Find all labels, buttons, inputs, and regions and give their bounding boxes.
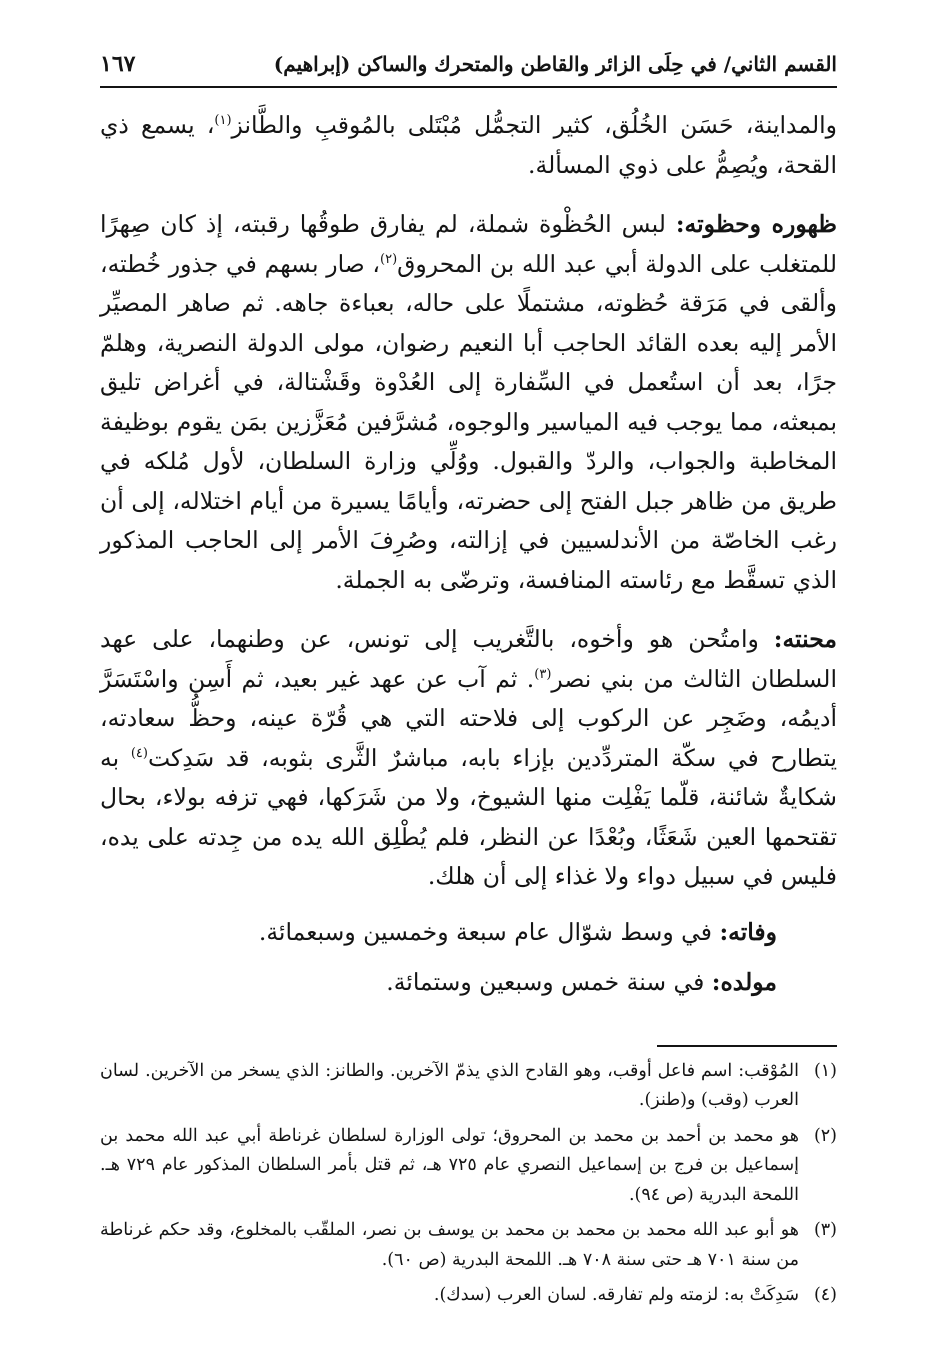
footnote-text: هو أبو عبد الله محمد بن محمد بن محمد بن يوسف بن نصر، الملقّب بالمخلوع، وقد حكم غرناطة من سنة ٧٠١ هـ حتى سنة ٧٠٨ هـ. اللمحة البدرية (ص ٦٠). xyxy=(100,1220,799,1270)
footnote-item xyxy=(100,1057,837,1116)
paragraph-text: لبس الحُظْوة شملة، لم يفارق طوقُها رقبته، إذ كان صِهرًا للمتغلب على الدولة أبي عبد الله بن المحروق xyxy=(100,210,837,278)
footnote-item xyxy=(100,1281,837,1311)
paragraph-text: وامتُحن هو وأخوه، بالتَّغريب إلى تونس، عن وطنهما، على عهد السلطان الثالث من بني نصر xyxy=(100,625,837,693)
footnote-number: (٢) xyxy=(813,1125,837,1146)
footnotes xyxy=(100,1057,837,1311)
running-header xyxy=(100,48,837,82)
death-text: في وسط شوّال عام سبعة وخمسين وسبعمائة. xyxy=(258,917,720,946)
footnote-ref-3[interactable]: (٣) xyxy=(534,666,552,682)
footnote-ref-4[interactable]: (٤) xyxy=(130,745,148,761)
paragraph-prominence xyxy=(100,205,837,600)
footnote-ref-1[interactable]: (١) xyxy=(214,113,232,129)
birth-line xyxy=(100,957,777,1007)
section-label-ordeal: محنته: xyxy=(773,625,837,653)
header-title: القسم الثاني/ في حِلَى الزائر والقاطن والمتحرك والساكن (إبراهيم) xyxy=(273,52,837,76)
death-line xyxy=(100,907,777,957)
main-text xyxy=(100,106,837,1007)
footnote-number: (٣) xyxy=(813,1220,837,1240)
footnote-item xyxy=(100,1216,837,1275)
book-page xyxy=(100,48,837,1317)
paragraph-text: والمداينة، حَسَن الخُلُق، كثير التجمُّل مُبْتَلى بالمُوقبِ والطَّانز xyxy=(231,111,837,139)
footnote-number: (١) xyxy=(813,1060,837,1081)
paragraph-text: . ثم آب عن عهد غير بعيد، ثم أَسِن واسْتَسَرَّ أديمُه، وضَجِر عن الركوب إلى فلاحته التي هي قُرّة عينه، وحظُّ سعادته، يتطارح في سكّة المتردِّدين بإزاء بابه، مباشرٌ الثَّرى بثوبه، قد سَدِكت xyxy=(100,664,837,772)
paragraph-text: ، صار بسهم في جذور خُطته، وألقى في مَرَقة حُظوته، مشتملًا على حاله، بعباءة جاهه. ثم صاهر المصيِّر الأمر إليه بعده القائد الحاجب أبا النعيم رضوان، مولى الدولة النصرية، وهلمّ جرًا، بعد أن استُعمل في السِّفارة إلى العُدْوة وقَشْتالة، في أغراض تليق بمبعثه، مما يوجب فيه المياسير والوجوه، مُشرَّفين مُعَزَّزين بمَن يقوم بوظيفة المخاطبة والجواب، والردّ والقبول. ووُلِّي وزارة السلطان، لأول مُلكه في طريق من ظاهر جبل الفتح إلى حضرته، وأيامًا يسيرة من أيام اختلاله، إلى أن رغب الخاصّة من الأندلسيين في إزالته، وصُرِفَ الأمر إلى الحاجب المذكور الذي تسقَّط مع رئاسته المنافسة، وترضّى به الجملة. xyxy=(100,249,837,594)
footnote-text: المُوْقب: اسم فاعل أوقب، وهو القادح الذي يذمّ الآخرين. والطانز: الذي يسخر من الآخرين. لسان العرب (وقب) و(طنز). xyxy=(100,1060,799,1110)
section-label-birth: مولده: xyxy=(711,967,777,996)
section-label-death: وفاته: xyxy=(719,917,777,946)
footnote-ref-2[interactable]: (٢) xyxy=(380,251,398,267)
birth-text: في سنة خمس وسبعين وستمائة. xyxy=(386,967,712,996)
paragraph-ordeal xyxy=(100,620,837,897)
footnote-text: سَدِكَتْ به: لزمته ولم تفارقه. لسان العرب (سدك). xyxy=(433,1285,799,1305)
footnote-text: هو محمد بن أحمد بن محمد بن المحروق؛ تولى الوزارة لسلطان غرناطة أبي عبد الله محمد بن إسماعيل بن فرج بن إسماعيل النصري عام ٧٢٥ هـ، ثم قتل بأمر السلطان المذكور عام ٧٢٩ هـ. اللمحة البدرية (ص ٩٤). xyxy=(100,1125,799,1205)
footnote-number: (٤) xyxy=(813,1285,837,1305)
header-rule xyxy=(100,86,837,88)
paragraph-intro xyxy=(100,106,837,185)
footnote-separator xyxy=(657,1045,837,1047)
paragraph-text: به شكايةٌ شائنة، قلّما يَفْلِت منها الشيوخ، ولا من شَرَكها، فهي تزفه بولاء، بحال تقتحمها العين شَعَثًا، وبُعْدًا عن النظر، فلم يُطْلِق الله يده من جِدته على يده، فليس في سبيل دواء ولا غذاء إلى أن هلك. xyxy=(100,743,837,890)
paragraph-text: ، يسمع ذي القحة، ويُصِمُّ على ذوي المسألة. xyxy=(100,111,837,179)
page-number: ١٦٧ xyxy=(100,51,136,77)
footnote-item xyxy=(100,1122,837,1211)
section-label-prominence: ظهوره وحظوته: xyxy=(675,210,838,238)
dates-block xyxy=(100,907,837,1007)
